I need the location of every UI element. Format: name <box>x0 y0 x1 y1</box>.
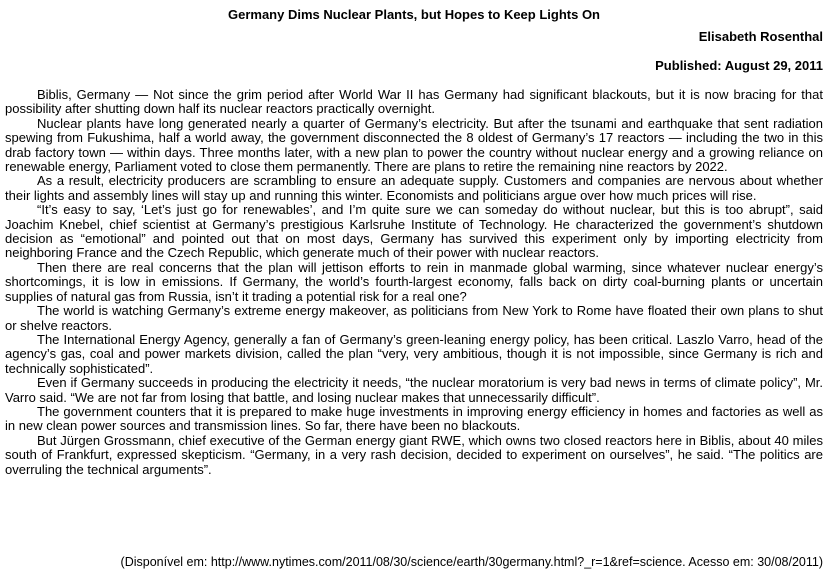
article-paragraph: As a result, electricity producers are scrambling to ensure an adequate supply. Customers and companies are nervous about whether their lights and assembly lines will stay up and running this winter. Economists and politicians argue over how much prices will rise. <box>5 173 823 203</box>
article-paragraph: “It’s easy to say, ‘Let’s just go for renewables’, and I’m quite sure we can someday do without nuclear, but this is too abrupt”, said Joachim Knebel, chief scientist at Germany’s prestigious Karlsruhe Institute of Technology. He characterized the government’s shutdown decision as “emotional” and pointed out that on most days, Germany has survived this experiment only by importing electricity from neighboring France and the Czech Republic, which generate much of their power with nuclear reactors. <box>5 202 823 261</box>
article-paragraph: Biblis, Germany — Not since the grim period after World War II has Germany had significant blackouts, but it is now bracing for that possibility after shutting down half its nuclear reactors practically overnight. <box>5 87 823 117</box>
article-paragraph: The world is watching Germany’s extreme energy makeover, as politicians from New York to Rome have floated their own plans to shut or shelve reactors. <box>5 303 823 333</box>
page-title: Germany Dims Nuclear Plants, but Hopes to Keep Lights On <box>227 7 601 22</box>
article-paragraph: The government counters that it is prepared to make huge investments in improving energy efficiency in homes and factories as well as in new clean power sources and transmission lines. So far, there have been no blackouts. <box>5 403 823 434</box>
article-paragraph: But Jürgen Grossmann, chief executive of the German energy giant RWE, which owns two closed reactors here in Biblis, about 40 miles south of Frankfurt, expressed skepticism. “Germany, in a very rash decision, decided to experiment on ourselves”, he said. “The politics are overruling the technical arguments”. <box>5 432 823 477</box>
article-paragraph: Nuclear plants have long generated nearly a quarter of Germany’s electricity. But after the tsunami and earthquake that sent radiation spewing from Fukushima, half a world away, the government disconnected the 8 oldest of Germany’s 17 reactors — including the two in this drab factory town — within days. Three months later, with a new plan to power the country without nuclear energy and a growing reliance on renewable energy, Parliament voted to close them permanently. There are plans to retire the remaining nine reactors by 2022. <box>5 115 823 175</box>
author-byline: Elisabeth Rosenthal <box>698 29 823 44</box>
article-paragraph: Even if Germany succeeds in producing the electricity it needs, “the nuclear moratorium is very bad news in terms of climate policy”, Mr. Varro said. “We are not far from losing that battle, and losing nuclear makes that unnecessarily difficult”. <box>5 375 823 405</box>
article-paragraph: The International Energy Agency, generally a fan of Germany’s green-leaning energy policy, has been critical. Laszlo Varro, head of the agency’s gas, coal and power markets division, called the plan “very, very ambitious, though it is not impossible, since Germany is rich and technically sophisticated”. <box>5 331 823 376</box>
article-paragraph: Then there are real concerns that the plan will jettison efforts to rein in manmade global warming, since whatever nuclear energy’s shortcomings, it is low in emissions. If Germany, the world’s fourth-largest economy, falls back on dirty coal-burning plants or uncertain supplies of natural gas from Russia, isn’t it trading a potential risk for a real one? <box>5 259 823 304</box>
source-citation: (Disponível em: http://www.nytimes.com/2011/08/30/science/earth/30germany.html?_r=1&ref=science. Acesso em: 30/08/2011) <box>120 555 823 569</box>
published-date: Published: August 29, 2011 <box>655 58 823 73</box>
article-body <box>5 88 823 477</box>
